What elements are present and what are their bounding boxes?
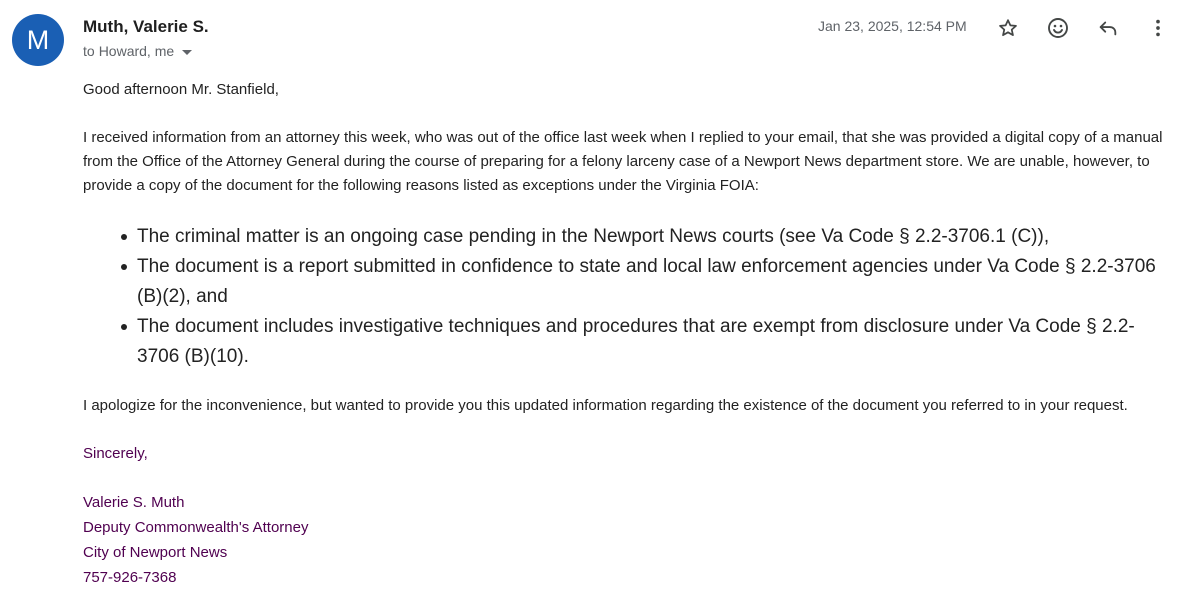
signature-org: City of Newport News bbox=[83, 544, 228, 561]
email-body bbox=[83, 78, 1173, 590]
more-vert-icon bbox=[1148, 17, 1168, 39]
avatar-initial: M bbox=[26, 24, 50, 55]
star-button[interactable] bbox=[990, 13, 1026, 43]
signature-block bbox=[83, 490, 1173, 590]
list-item: The document includes investigative techniques and procedures that are exempt from disclosure under Va Code § 2.2-3706 (B)(10). bbox=[137, 312, 1173, 372]
signature-title: Deputy Commonwealth's Attorney bbox=[83, 519, 309, 536]
message-actions bbox=[990, 13, 1176, 43]
greeting: Good afternoon Mr. Stanfield, bbox=[83, 81, 279, 98]
emoji-icon bbox=[1046, 16, 1070, 40]
signature-phone[interactable]: 757-926-7368 bbox=[83, 569, 177, 586]
exceptions-list bbox=[83, 222, 1173, 372]
star-icon bbox=[997, 17, 1019, 39]
reply-button[interactable] bbox=[1090, 13, 1126, 43]
recipients-names: Howard, me bbox=[98, 43, 175, 59]
recipients-line bbox=[83, 43, 192, 59]
sign-off: Sincerely, bbox=[83, 445, 148, 462]
chevron-down-icon[interactable] bbox=[182, 50, 192, 55]
list-item: The criminal matter is an ongoing case pending in the Newport News courts (see Va Code § 2.2-3706.1 (C)), bbox=[137, 222, 1173, 252]
more-options-button[interactable] bbox=[1140, 13, 1176, 43]
add-reaction-button[interactable] bbox=[1040, 13, 1076, 43]
sender-name[interactable]: Muth, Valerie S. bbox=[83, 17, 209, 36]
intro-paragraph: I received information from an attorney this week, who was out of the office last week when I replied to your email, that she was provided a digital copy of a manual from the Office of the Attorney General during the course of preparing for a felony larceny case of a Newport News department store. We are unable, however, to provide a copy of the document for the following reasons listed as exceptions under the Virginia FOIA: bbox=[83, 129, 1163, 194]
signature-name: Valerie S. Muth bbox=[83, 494, 185, 511]
avatar[interactable] bbox=[12, 14, 64, 66]
reply-icon bbox=[1097, 17, 1119, 39]
to-prefix: to bbox=[83, 43, 95, 59]
email-date: Jan 23, 2025, 12:54 PM bbox=[818, 18, 967, 34]
list-item: The document is a report submitted in confidence to state and local law enforcement agencies under Va Code § 2.2-3706 (B)(2), and bbox=[137, 252, 1173, 312]
closing-paragraph: I apologize for the inconvenience, but wanted to provide you this updated information regarding the existence of the document you referred to in your request. bbox=[83, 397, 1128, 414]
